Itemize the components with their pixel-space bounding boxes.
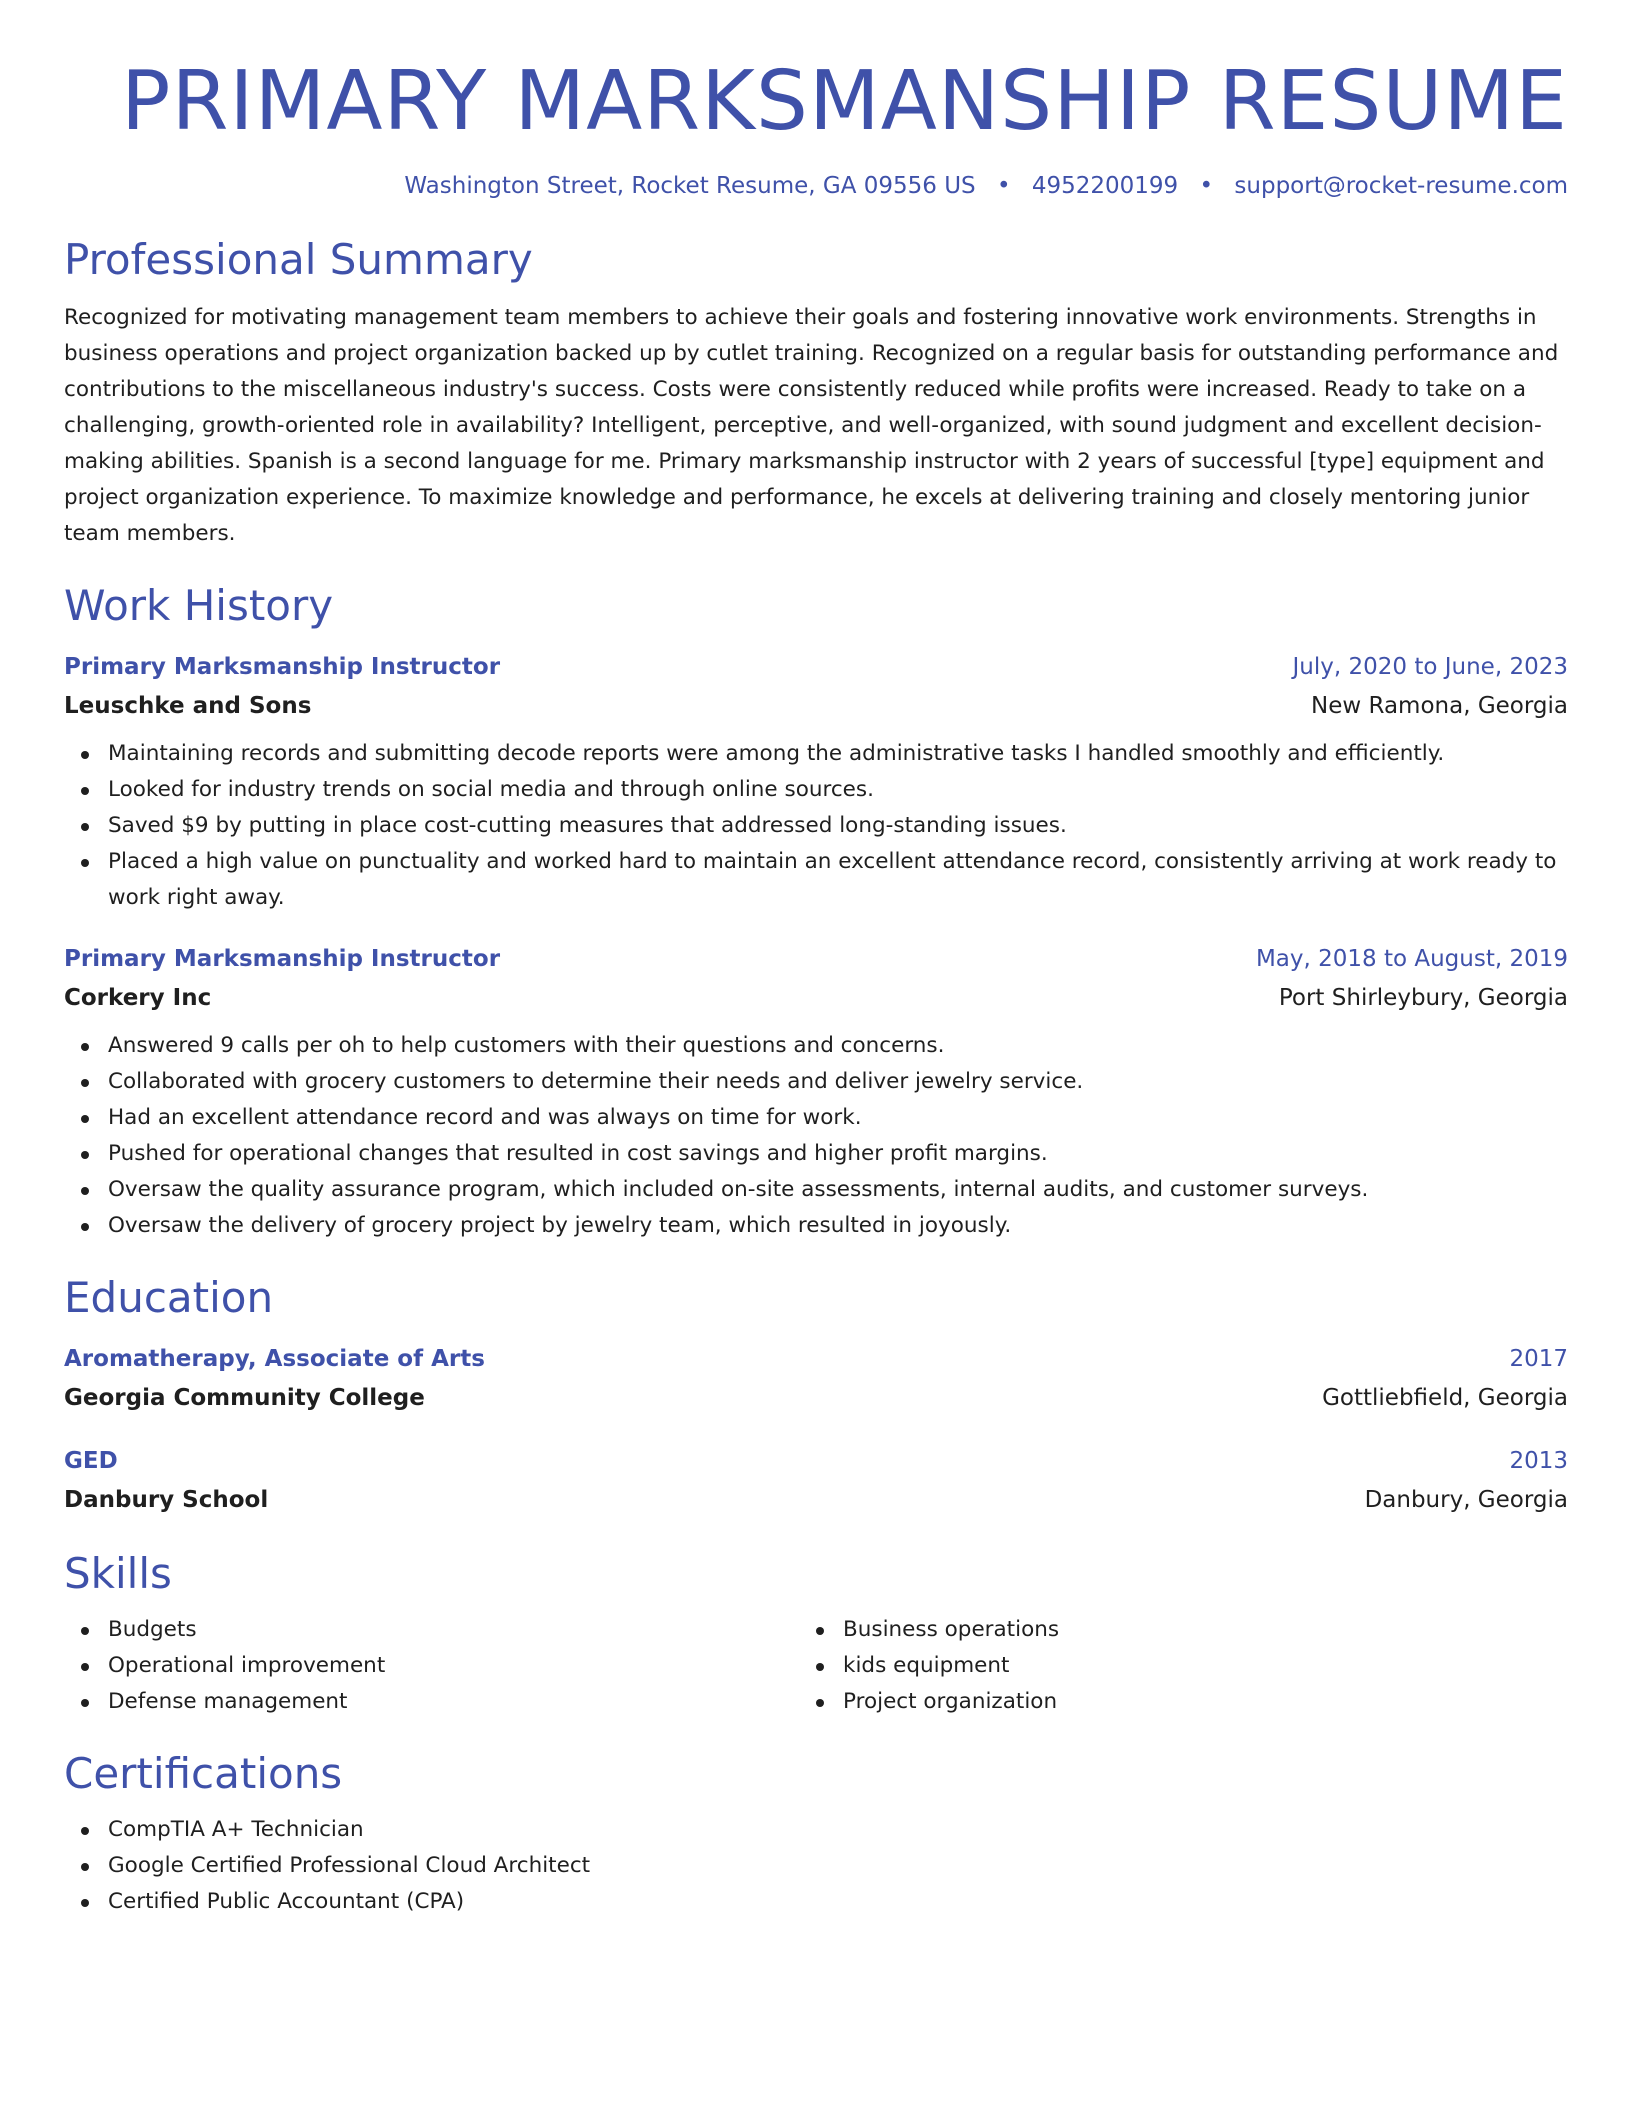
job-bullet: Maintaining records and submitting decode reports were among the administrative tasks I handled smoothly and efficiently. — [64, 736, 1568, 772]
skill-item: Project organization — [799, 1684, 1534, 1720]
job-bullet: Answered 9 calls per oh to help customers with their questions and concerns. — [64, 1028, 1568, 1064]
certifications-section — [64, 1746, 1568, 1920]
job-company: Leuschke and Sons — [64, 693, 312, 719]
section-title-education: Education — [64, 1273, 274, 1322]
education-year: 2017 — [1509, 1346, 1568, 1372]
job-location: Port Shirleybury, Georgia — [1278, 985, 1568, 1011]
contact-phone: 4952200199 — [1031, 173, 1179, 199]
education-year: 2013 — [1509, 1448, 1568, 1474]
section-title-summary: Professional Summary — [64, 235, 533, 284]
certification-item: Google Certified Professional Cloud Architect — [64, 1848, 1568, 1884]
education-location: Gottliebfield, Georgia — [1322, 1385, 1568, 1411]
education-entry — [64, 1442, 1568, 1520]
section-title-skills: Skills — [64, 1549, 172, 1598]
job-bullet: Placed a high value on punctuality and worked hard to maintain an excellent attendance record, consistently arriving at work ready to work right away. — [64, 844, 1568, 916]
job-location: New Ramona, Georgia — [1311, 693, 1568, 719]
certifications-list — [64, 1812, 1568, 1920]
job-entry — [64, 940, 1568, 1244]
skill-item: kids equipment — [799, 1648, 1534, 1684]
job-bullets — [64, 736, 1568, 916]
skills-list — [64, 1612, 799, 1720]
skills-column-right — [799, 1612, 1534, 1720]
skills-section — [64, 1546, 1568, 1720]
resume-name: PRIMARY MARKSMANSHIP RESUME — [121, 54, 1568, 149]
job-title: Primary Marksmanship Instructor — [64, 654, 501, 680]
work-history-section — [64, 578, 1568, 1244]
skills-list — [799, 1612, 1534, 1720]
job-bullet: Collaborated with grocery customers to determine their needs and deliver jewelry service. — [64, 1064, 1568, 1100]
education-school: Danbury School — [64, 1487, 269, 1513]
section-title-certifications: Certifications — [64, 1749, 343, 1798]
skill-item: Business operations — [799, 1612, 1534, 1648]
skill-item: Budgets — [64, 1612, 799, 1648]
job-title: Primary Marksmanship Instructor — [64, 946, 501, 972]
education-school: Georgia Community College — [64, 1385, 425, 1411]
education-degree: Aromatherapy, Associate of Arts — [64, 1346, 485, 1372]
job-dates: July, 2020 to June, 2023 — [1292, 654, 1568, 680]
contact-separator: • — [996, 173, 1011, 199]
contact-address: Washington Street, Rocket Resume, GA 09556 US — [404, 173, 976, 199]
contact-email: support@rocket-resume.com — [1234, 173, 1568, 199]
contact-line — [64, 168, 1568, 204]
education-section — [64, 1270, 1568, 1520]
education-location: Danbury, Georgia — [1364, 1487, 1568, 1513]
job-bullet: Pushed for operational changes that resulted in cost savings and higher profit margins. — [64, 1136, 1568, 1172]
skills-column-left — [64, 1612, 799, 1720]
job-entry — [64, 648, 1568, 916]
job-bullet: Looked for industry trends on social media and through online sources. — [64, 772, 1568, 808]
contact-separator: • — [1199, 173, 1214, 199]
education-entry — [64, 1340, 1568, 1418]
job-bullet: Oversaw the delivery of grocery project by jewelry team, which resulted in joyously. — [64, 1208, 1568, 1244]
skill-item: Defense management — [64, 1684, 799, 1720]
summary-text: Recognized for motivating management team members to achieve their goals and fostering innovative work environments. Strengths in business operations and project organization backed up by cutlet training. Recognized on a regular basis for outstanding performance and contributions to the miscellaneous industry's success. Costs were consistently reduced while profits were increased. Ready to take on a challenging, growth-oriented role in availability? Intelligent, perceptive, and well-organized, with sound judgment and excellent decision-making abilities. Spanish is a second language for me. Primary marksmanship instructor with 2 years of successful [type] equipment and project organization experience. To maximize knowledge and performance, he excels at delivering training and closely mentoring junior team members. — [64, 305, 1559, 546]
certification-item: CompTIA A+ Technician — [64, 1812, 1568, 1848]
skill-item: Operational improvement — [64, 1648, 799, 1684]
skills-grid — [64, 1612, 1568, 1720]
job-company: Corkery Inc — [64, 985, 212, 1011]
job-bullet: Saved $9 by putting in place cost-cutting measures that addressed long-standing issues. — [64, 808, 1568, 844]
education-degree: GED — [64, 1448, 118, 1474]
job-bullets — [64, 1028, 1568, 1244]
job-bullet: Had an excellent attendance record and was always on time for work. — [64, 1100, 1568, 1136]
job-bullet: Oversaw the quality assurance program, which included on-site assessments, internal audits, and customer surveys. — [64, 1172, 1568, 1208]
job-dates: May, 2018 to August, 2019 — [1255, 946, 1568, 972]
section-title-work-history: Work History — [64, 581, 334, 630]
certification-item: Certified Public Accountant (CPA) — [64, 1884, 1568, 1920]
